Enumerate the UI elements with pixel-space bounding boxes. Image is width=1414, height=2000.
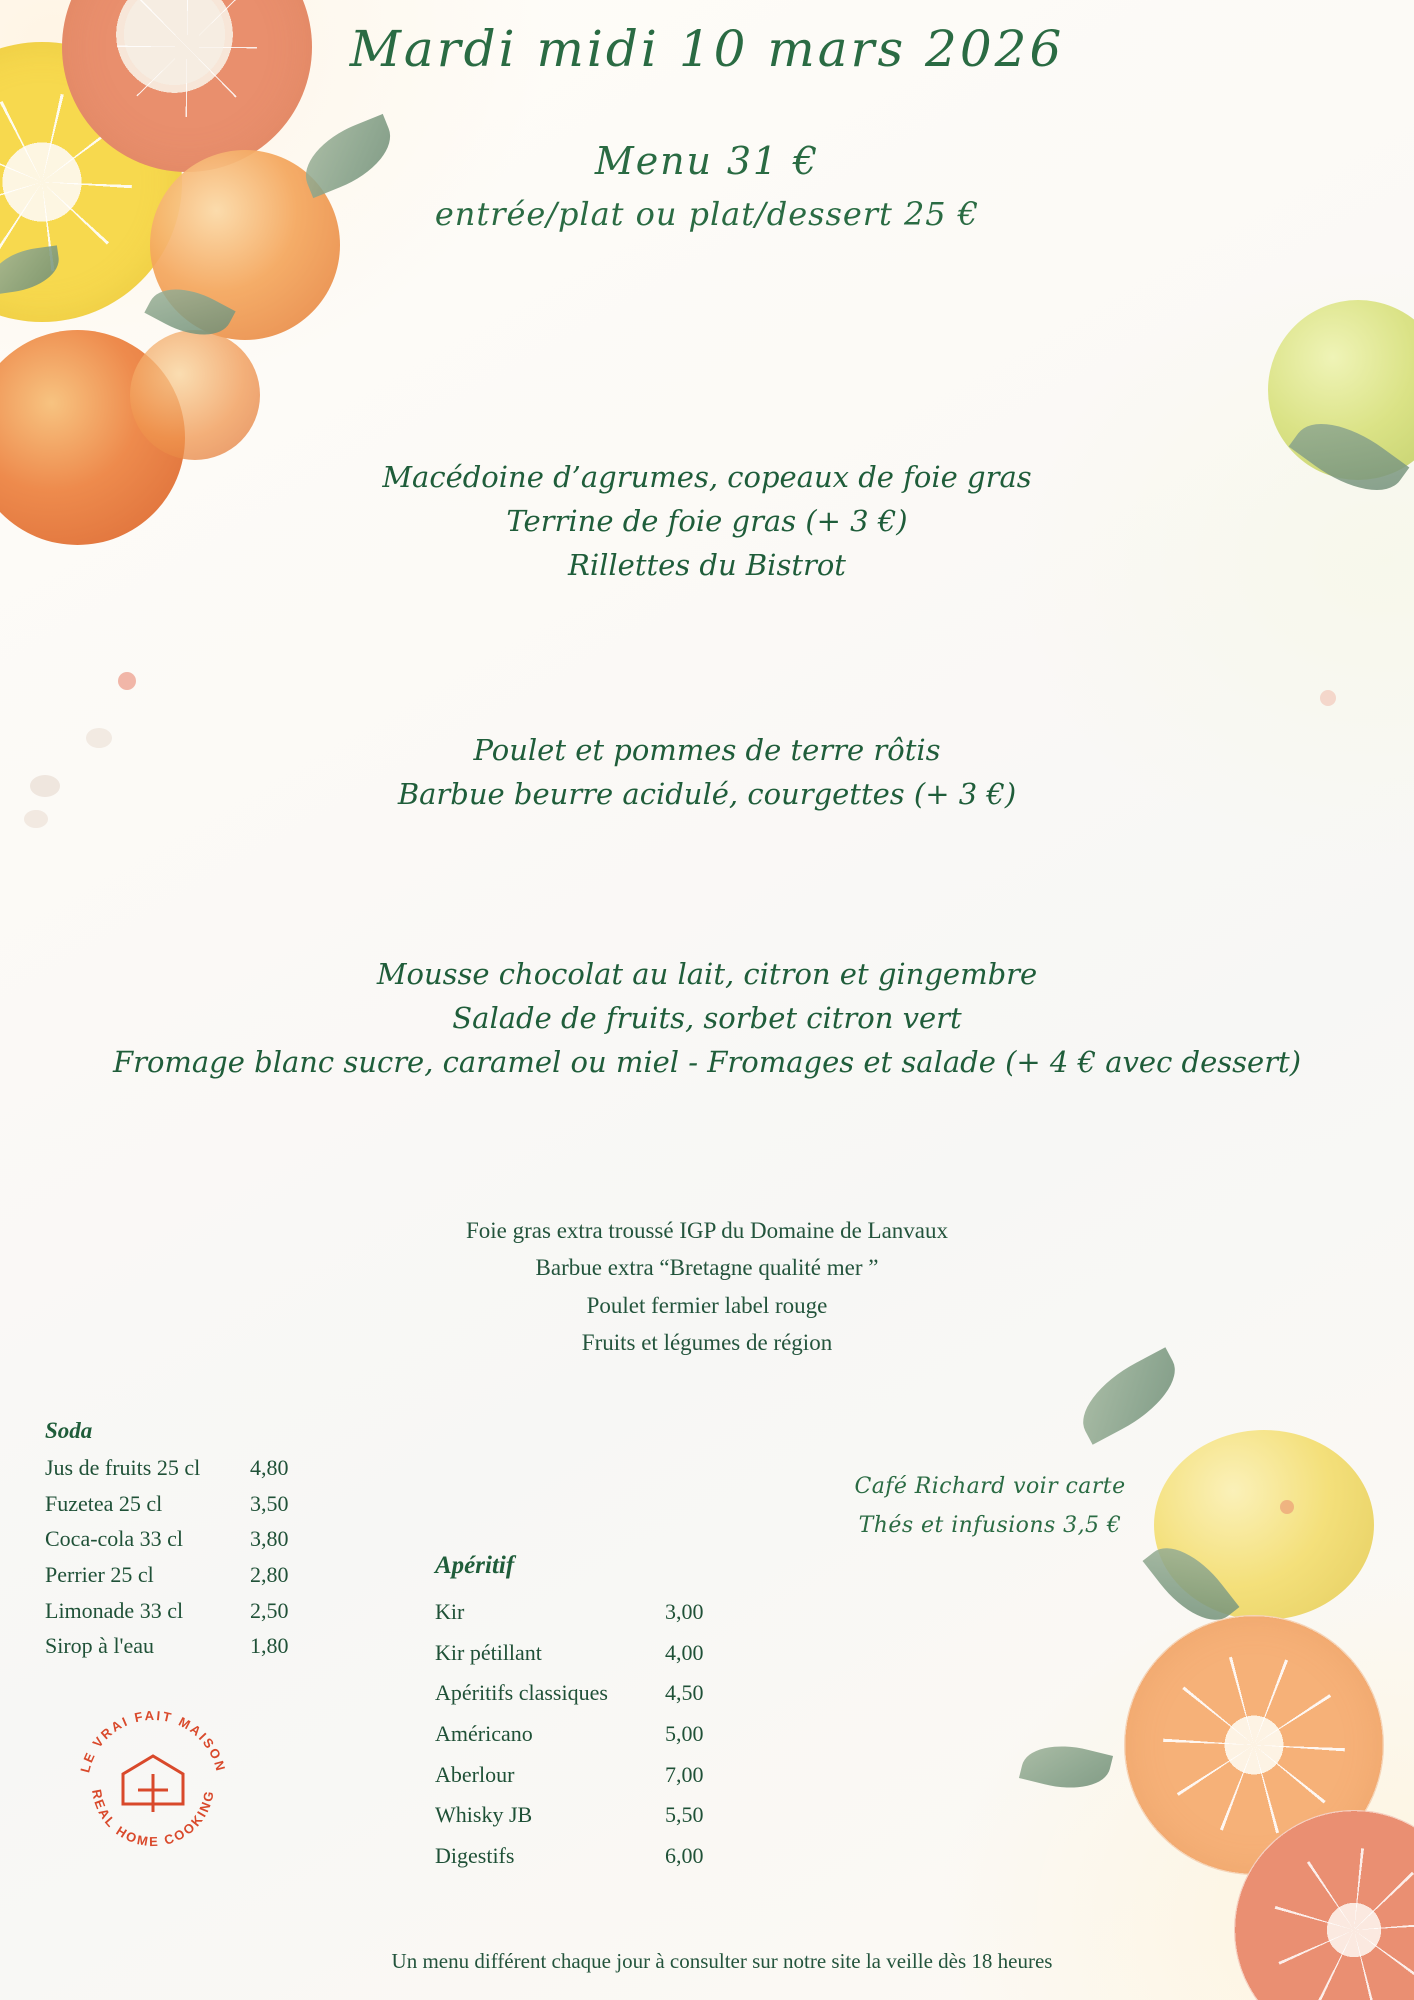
leaf-decoration-3 [0,245,62,294]
item-price: 2,80 [250,1561,289,1587]
price-row [435,1755,704,1796]
item-name: Whisky JB [435,1802,533,1828]
price-row [45,1593,289,1629]
price-row [435,1633,704,1674]
price-row [435,1714,704,1755]
item-name: Apéritifs classiques [435,1680,608,1706]
item-price: 4,00 [665,1639,704,1665]
dessert-item: Salade de fruits, sorbet citron vert [452,1001,962,1036]
soda-price-list [45,1418,289,1664]
item-price: 5,50 [665,1802,704,1828]
item-name: Limonade 33 cl [45,1597,184,1623]
item-price: 3,80 [250,1526,289,1552]
sourcing-item: Barbue extra “Bretagne qualité mer ” [535,1255,879,1281]
coffee-line: Café Richard voir carte [854,1474,1126,1499]
item-price: 4,80 [250,1455,289,1480]
footnote [0,1949,1414,1974]
price-row [435,1836,704,1877]
dot-decoration-1 [118,672,136,690]
aperitif-list-title: Apéritif [435,1552,515,1579]
menu-price-alternative: entrée/plat ou plat/dessert 25 € [434,195,980,233]
item-name: Kir [435,1599,465,1624]
price-row [45,1486,289,1522]
stamp-bottom-text: REAL HOME COOKING [88,1787,218,1850]
leaf-decoration-7 [1019,1735,1113,1798]
item-price: 2,50 [250,1597,289,1623]
menu-header [0,22,1414,233]
lime-decoration [1268,300,1414,480]
coffee-tea-note [760,1468,1220,1545]
starter-item: Rillettes du Bistrot [568,548,846,583]
leaf-decoration-5 [1068,1347,1190,1445]
item-name: Sirop à l'eau [45,1633,155,1659]
item-name: Aberlour [435,1761,515,1787]
starter-item: Macédoine d’agrumes, copeaux de foie gras [382,460,1032,494]
orange-slice-decoration-bottom [1124,1615,1384,1875]
item-price: 7,00 [665,1761,704,1787]
tea-line: Thés et infusions 3,5 € [858,1512,1122,1538]
price-row [435,1673,704,1714]
item-name: Perrier 25 cl [45,1561,154,1587]
dessert-item: Fromage blanc sucre, caramel ou miel - Fromages et salade (+ 4 € avec dessert) [112,1045,1302,1080]
sourcing-item: Poulet fermier label rouge [586,1292,828,1318]
price-row [435,1592,704,1633]
item-name: Américano [435,1721,533,1747]
main-item: Poulet et pommes de terre rôtis [473,733,941,767]
course-mains [0,728,1414,816]
homemade-stamp [68,1700,238,1870]
starter-item: Terrine de foie gras (+ 3 €) [506,504,908,539]
dot-decoration-5 [1320,690,1336,706]
item-price: 6,00 [665,1843,704,1869]
leaf-decoration-6 [1143,1531,1240,1636]
main-item: Barbue beurre acidulé, courgettes (+ 3 €) [397,777,1017,812]
price-row [45,1521,289,1557]
item-price: 3,50 [250,1490,289,1516]
item-price: 3,00 [665,1599,704,1624]
sourcing-item: Foie gras extra troussé IGP du Domaine de Lanvaux [465,1218,949,1243]
course-starters [0,455,1414,587]
page-title: Mardi midi 10 mars 2026 [349,20,1065,78]
footnote-text: Un menu différent chaque jour à consulter sur notre site la veille dès 18 heures [391,1949,1053,1973]
item-name: Coca-cola 33 cl [45,1526,184,1552]
sourcing-notes [0,1212,1414,1361]
leaf-decoration-2 [144,274,235,350]
dessert-item: Mousse chocolat au lait, citron et gingembre [376,957,1038,991]
svg-text:LE VRAI FAIT MAISON [77,1708,229,1774]
price-row [45,1557,289,1593]
item-price: 4,50 [665,1680,704,1706]
stamp-top-text: LE VRAI FAIT MAISON [77,1707,229,1775]
item-name: Jus de fruits 25 cl [45,1455,201,1480]
price-row [45,1450,289,1486]
orange-decoration-3 [130,330,260,460]
aperitif-price-list [435,1552,704,1877]
item-name: Kir pétillant [435,1639,542,1665]
course-desserts [0,952,1414,1084]
dot-decoration-6 [1280,1500,1294,1514]
soda-list-title: Soda [45,1418,93,1443]
menu-price: Menu 31 € [594,139,820,183]
item-price: 1,80 [250,1633,289,1659]
item-name: Fuzetea 25 cl [45,1490,163,1516]
price-row [45,1628,289,1664]
sourcing-item: Fruits et légumes de région [581,1329,833,1355]
price-row [435,1795,704,1836]
item-price: 5,00 [665,1721,704,1747]
item-name: Digestifs [435,1843,515,1869]
